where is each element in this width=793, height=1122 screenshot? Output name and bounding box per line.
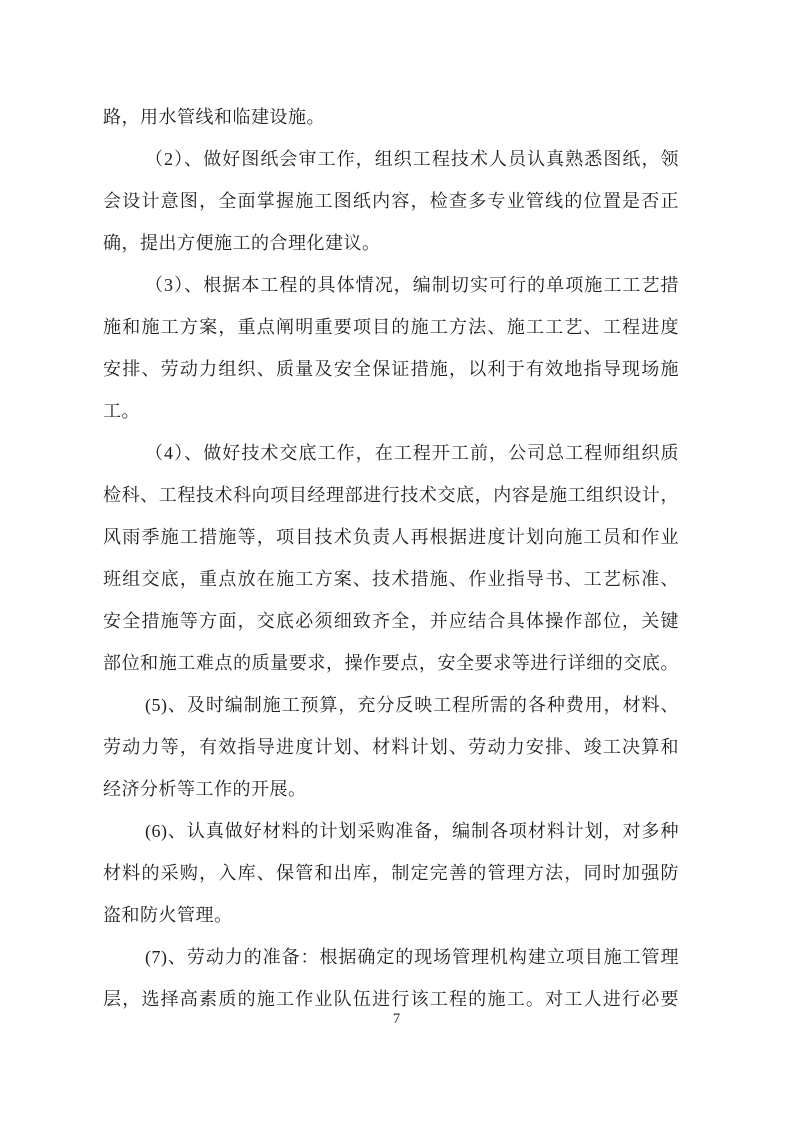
body-text <box>103 96 679 1020</box>
text-line: (5)、及时编制施工预算，充分反映工程所需的各种费用，材料、 <box>145 695 679 715</box>
text-line: 风雨季施工措施等，项目技术负责人再根据进度计划向施工员和作业 <box>103 527 679 547</box>
text-line: 会设计意图，全面掌握施工图纸内容，检查多专业管线的位置是否正 <box>103 191 679 211</box>
text-line: 盗和防火管理。 <box>103 905 233 925</box>
text-line: (7)、劳动力的准备：根据确定的现场管理机构建立项目施工管理 <box>145 947 679 967</box>
page-number: 7 <box>392 1011 401 1027</box>
text-line: 劳动力等，有效指导进度计划、材料计划、劳动力安排、竣工决算和 <box>103 737 679 757</box>
text-line: （4）、做好技术交底工作，在工程开工前，公司总工程师组织质 <box>145 443 679 463</box>
text-line: 确，提出方便施工的合理化建议。 <box>103 233 381 253</box>
text-line: （3）、根据本工程的具体情况，编制切实可行的单项施工工艺措 <box>145 275 679 295</box>
text-line: 工。 <box>103 401 140 421</box>
text-line: 安排、劳动力组织、质量及安全保证措施，以利于有效地指导现场施 <box>103 359 679 379</box>
text-line: (6)、认真做好材料的计划采购准备，编制各项材料计划，对多种 <box>145 821 679 841</box>
text-line: 路，用水管线和临建设施。 <box>103 107 325 127</box>
text-line: 施和施工方案，重点阐明重要项目的施工方法、施工工艺、工程进度 <box>103 317 679 337</box>
text-line: （2）、做好图纸会审工作，组织工程技术人员认真熟悉图纸，领 <box>145 149 679 169</box>
text-line: 班组交底，重点放在施工方案、技术措施、作业指导书、工艺标准、 <box>103 569 679 589</box>
text-line: 材料的采购，入库、保管和出库，制定完善的管理方法，同时加强防 <box>103 863 679 883</box>
text-line: 经济分析等工作的开展。 <box>103 779 307 799</box>
text-line: 层，选择高素质的施工作业队伍进行该工程的施工。对工人进行必要 <box>103 989 679 1009</box>
text-line: 安全措施等方面，交底必须细致齐全，并应结合具体操作部位，关键 <box>103 611 679 631</box>
text-line: 部位和施工难点的质量要求，操作要点，安全要求等进行详细的交底。 <box>103 653 679 673</box>
text-line: 检科、工程技术科向项目经理部进行技术交底，内容是施工组织设计， <box>103 485 679 505</box>
